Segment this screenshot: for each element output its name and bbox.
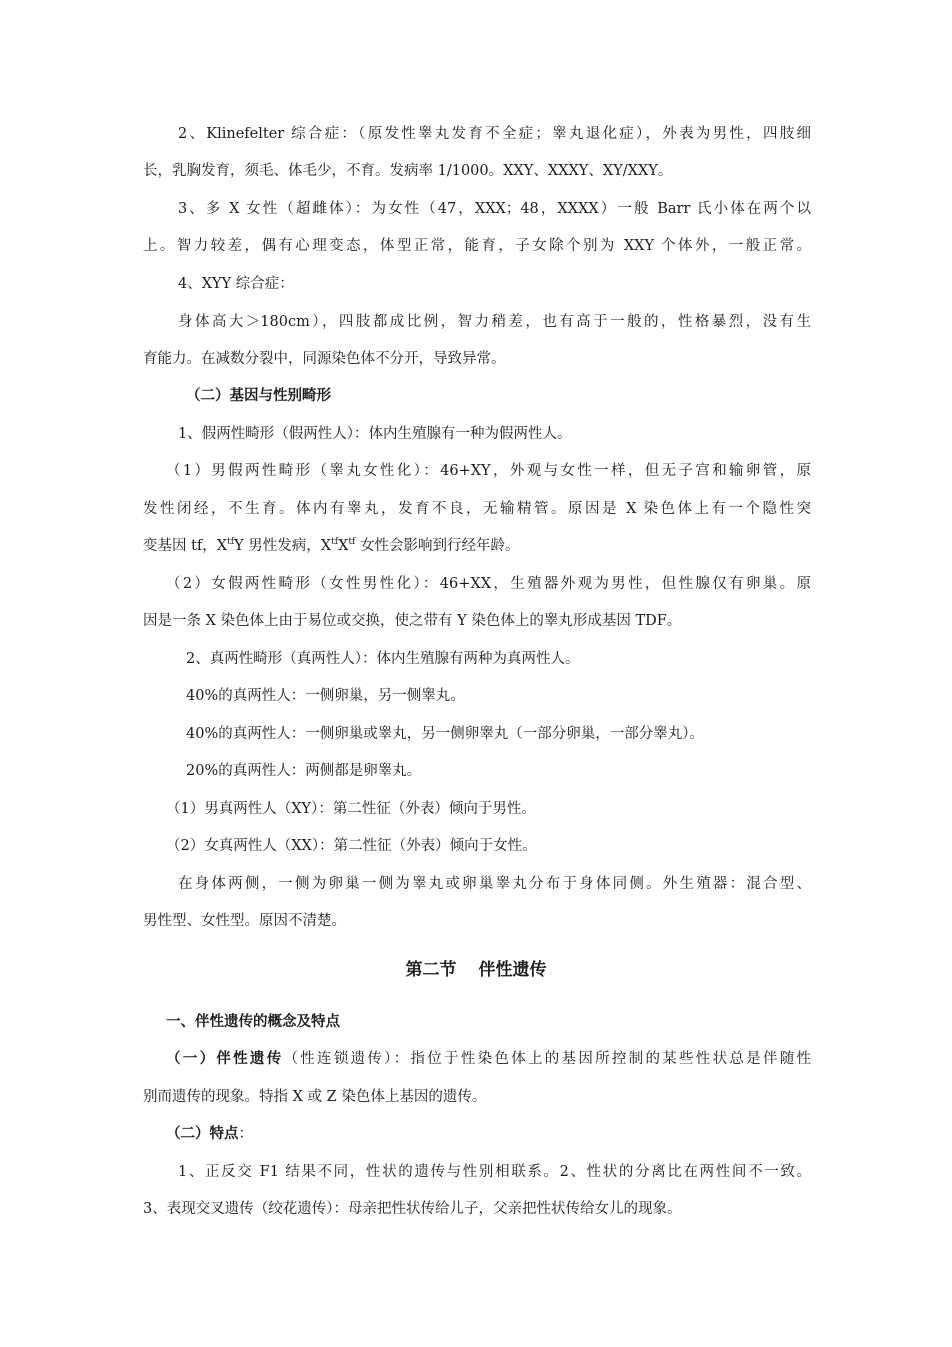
text-segment: X — [338, 538, 349, 554]
paragraph-sex-linked-definition-line1 — [166, 1049, 811, 1069]
paragraph-body-sides-line2: 男性型、女性型。原因不清楚。 — [143, 913, 346, 929]
heading-sex-linked-concept: 一、伴性遗传的概念及特点 — [166, 1013, 340, 1030]
paragraph-xyy-line2: 育能力。在减数分裂中，同源染色体不分开，导致异常。 — [143, 351, 506, 367]
paragraph-true-20: 20%的真两性人：两侧都是卵睾丸。 — [186, 763, 422, 779]
paragraph-features-line1: 1、正反交 F1 结果不同，性状的遗传与性别相联系。2、性状的分离比在两性间不一致。 — [178, 1164, 811, 1180]
superscript-tf: tf — [331, 537, 339, 547]
paragraph-true-40b: 40%的真两性人：一侧卵巢或睾丸，另一侧卵睾丸（一部分卵巢，一部分睾丸）。 — [186, 726, 704, 742]
heading-features — [166, 1124, 811, 1144]
paragraph-klinefelter-line2: 长，乳胸发育，须毛、体毛少，不育。发病率 1/1000。XXY、XXXY、XY/XXY。 — [143, 163, 673, 179]
paragraph-pseudo-hermaphrodite: 1、假两性畸形（假两性人）：体内生殖腺有一种为假两性人。 — [178, 426, 572, 442]
paragraph-multi-x-line1: 3、多 X 女性（超雌体）：为女性（47，XXX；48，XXXX）一般 Barr 氏小体在两个以 — [178, 201, 811, 217]
superscript-tf: tf — [227, 537, 235, 547]
paragraph-male-pseudo-line3 — [143, 536, 811, 556]
paragraph-male-true: （1）男真两性人（XY）：第二性征（外表）倾向于男性。 — [166, 801, 536, 817]
text-segment: Y 男性发病，X — [234, 538, 332, 554]
paragraph-female-true: （2）女真两性人（XX）：第二性征（外表）倾向于女性。 — [166, 838, 537, 854]
paragraph-male-pseudo-line1: （1）男假两性畸形（睾丸女性化）：46+XY，外观与女性一样，但无子宫和输卵管，原 — [166, 463, 811, 479]
section-name: 伴性遗传 — [478, 960, 547, 980]
section-number: 第二节 — [405, 960, 457, 980]
paragraph-xyy-line1: 身体高大＞180cm），四肢都成比例，智力稍差，也有高于一般的，性格暴烈，没有生 — [178, 314, 811, 330]
paragraph-klinefelter-line1: 2、Klinefelter 综合症：（原发性睾丸发育不全症；睾丸退化症），外表为男性，四肢细 — [178, 126, 811, 142]
text-segment: 女性会影响到行经年龄。 — [355, 538, 520, 554]
paragraph-sex-linked-definition-line2: 别而遗传的现象。特指 X 或 Z 染色体上基因的遗传。 — [143, 1089, 487, 1105]
paragraph-features-line2: 3、表现交叉遗传（绞花遗传）：母亲把性状传给儿子，父亲把性状传给女儿的现象。 — [143, 1201, 682, 1217]
term-sex-linked: （一）伴性遗传 — [166, 1050, 284, 1067]
paragraph-body-sides-line1: 在身体两侧，一侧为卵巢一侧为睾丸或卵巢睾丸分布于身体同侧。外生殖器：混合型、 — [178, 876, 811, 892]
paragraph-multi-x-line2: 上。智力较差，偶有心理变态，体型正常，能育，子女除个别为 XXY 个体外，一般正常。 — [143, 238, 811, 254]
paragraph-true-40a: 40%的真两性人：一侧卵巢，另一侧睾丸。 — [186, 688, 465, 704]
text-segment: ： — [238, 1126, 253, 1142]
text-segment: （性连锁遗传）：指位于性染色体上的基因所控制的某些性状总是伴随性 — [283, 1051, 812, 1067]
paragraph-true-hermaphrodite: 2、真两性畸形（真两性人）：体内生殖腺有两种为真两性人。 — [186, 651, 580, 667]
heading-features-label: （二）特点 — [166, 1125, 239, 1142]
text-segment: 变基因 tf，X — [143, 538, 228, 554]
paragraph-xyy-heading: 4、XYY 综合症： — [178, 276, 294, 292]
subheading-gene-sex-deformity: （二）基因与性别畸形 — [186, 387, 331, 404]
paragraph-male-pseudo-line2: 发性闭经，不生育。体内有睾丸，发育不良，无输精管。原因是 X 染色体上有一个隐性突 — [143, 501, 811, 517]
superscript-tf: tf — [348, 537, 356, 547]
paragraph-female-pseudo-line2: 因是一条 X 染色体上由于易位或交换，使之带有 Y 染色体上的睾丸形成基因 TDF。 — [143, 613, 682, 629]
paragraph-female-pseudo-line1: （2）女假两性畸形（女性男性化）：46+XX，生殖器外观为男性，但性腺仅有卵巢。原 — [166, 576, 811, 592]
section-title — [0, 958, 952, 982]
